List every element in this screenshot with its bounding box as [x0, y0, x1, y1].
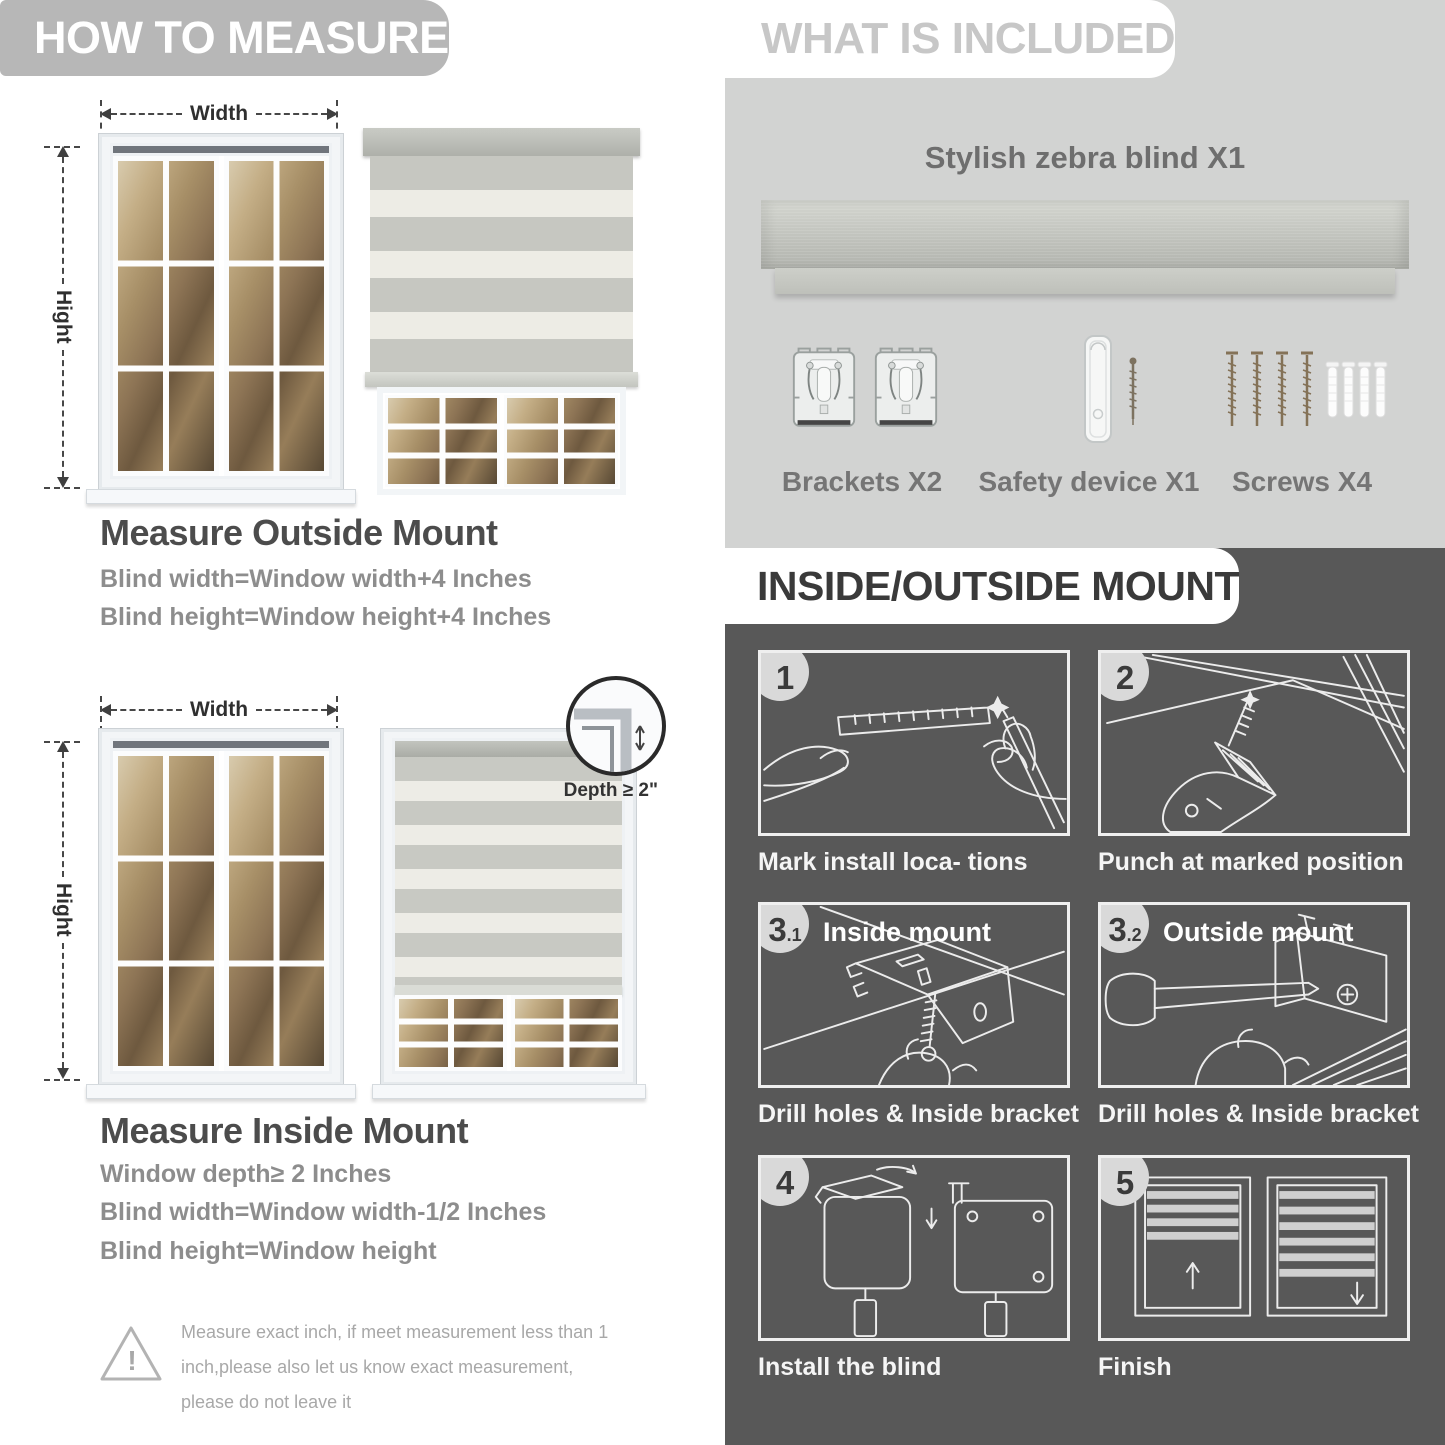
- step-3-1-panel: [758, 902, 1070, 1088]
- dashed-line: [111, 113, 182, 115]
- tick-line: [44, 1079, 80, 1081]
- step-2-panel: [1098, 650, 1410, 836]
- tick-line: [44, 487, 80, 489]
- step-number: 5: [1115, 1163, 1135, 1201]
- window-sash: [504, 395, 619, 487]
- how-to-measure-header: HOW TO MEASURE: [0, 0, 449, 76]
- step-3-2-cell: [1098, 902, 1419, 1129]
- step-5-panel: [1098, 1155, 1410, 1341]
- inside-outside-mount-header: INSIDE/OUTSIDE MOUNT: [725, 548, 1239, 624]
- frame-corner-icon: [570, 680, 662, 772]
- step-1-panel: [758, 650, 1070, 836]
- mount-steps-section: [725, 548, 1445, 1445]
- window-sash: [511, 995, 623, 1071]
- zebra-blind-headrail: [761, 200, 1409, 268]
- window-inner: [110, 738, 332, 1074]
- height-dimension-inside: [52, 741, 74, 1079]
- step-number: 2: [1115, 658, 1135, 696]
- dashed-line: [256, 709, 327, 711]
- step-3-2-caption: Drill holes & Inside bracket: [1098, 1100, 1419, 1128]
- screws-image: [1220, 346, 1390, 440]
- screws-label: Screws X4: [1231, 466, 1373, 497]
- window-inner: [110, 143, 332, 479]
- width-dimension-inside: [100, 700, 338, 720]
- step-4-cell: [758, 1155, 1070, 1382]
- dropline: [336, 696, 338, 732]
- window-track: [113, 741, 329, 748]
- width-label: Width: [189, 698, 249, 721]
- step-3-1-caption: Drill holes & Inside bracket: [758, 1100, 1079, 1128]
- window-sash: [113, 156, 219, 476]
- step-3-1-cell: [758, 902, 1079, 1129]
- dropline: [100, 696, 102, 732]
- dashed-line: [62, 350, 64, 477]
- height-label: Hight: [52, 290, 75, 344]
- tick-line: [44, 146, 80, 148]
- dashed-line: [256, 113, 327, 115]
- zebra-blind-outside-figure: [363, 128, 640, 495]
- dashed-line: [62, 752, 64, 877]
- step-5-caption: Finish: [1098, 1353, 1172, 1381]
- width-label: Width: [189, 102, 249, 125]
- dashed-line: [111, 709, 182, 711]
- step-3-1-label: Inside mount: [823, 917, 991, 947]
- bracket-icon: [791, 342, 857, 438]
- step-5-cell: [1098, 1155, 1410, 1382]
- step-number: 1: [775, 658, 795, 696]
- step-1-caption: Mark install loca- tions: [758, 848, 1028, 876]
- blind-bottom-rail: [395, 985, 622, 995]
- brackets-image: [791, 342, 939, 438]
- safety-device-label: Safety device X1: [978, 466, 1200, 497]
- inside-mount-rule-height: Blind height=Window height: [100, 1237, 437, 1265]
- step-2-cell: [1098, 650, 1410, 877]
- outside-mount-rule-height: Blind height=Window height+4 Inches: [100, 603, 552, 631]
- window-sill: [372, 1084, 646, 1099]
- width-dimension-outside: [100, 104, 338, 124]
- window-sash: [113, 751, 219, 1071]
- window-photo-outside: [98, 133, 344, 491]
- blind-cassette: [363, 128, 640, 156]
- step-4-panel: [758, 1155, 1070, 1341]
- window-sash: [224, 751, 330, 1071]
- blind-bottom-rail: [365, 372, 638, 387]
- outside-mount-title: Measure Outside Mount: [100, 512, 498, 553]
- step-number: 4: [775, 1163, 795, 1201]
- height-dimension-outside: [52, 146, 74, 488]
- step-subnumber: .1: [786, 925, 802, 945]
- blind-stripes: [370, 156, 633, 372]
- step-2-caption: Punch at marked position: [1098, 848, 1404, 876]
- dashed-line: [62, 943, 64, 1068]
- step-3-2-label: Outside mount: [1163, 917, 1354, 947]
- window-track: [113, 146, 329, 153]
- blind-item-label: Stylish zebra blind X1: [924, 140, 1246, 175]
- window-sill: [86, 489, 356, 504]
- bracket-icon: [873, 342, 939, 438]
- safety-device-image: [1055, 334, 1165, 448]
- window-sashes: [395, 995, 622, 1071]
- window-below-blind: [377, 387, 626, 495]
- brackets-label: Brackets X2: [781, 466, 943, 497]
- what-is-included-section: [725, 0, 1445, 548]
- inside-mount-rule-width: Blind width=Window width-1/2 Inches: [100, 1198, 547, 1226]
- step-subnumber: .2: [1126, 925, 1142, 945]
- tick-line: [44, 741, 80, 743]
- step-4-caption: Install the blind: [758, 1353, 942, 1381]
- outside-mount-rule-width: Blind width=Window width+4 Inches: [100, 565, 532, 593]
- dashed-line: [62, 157, 64, 284]
- step-number: 3: [768, 910, 787, 948]
- zebra-blind-headrail-lip: [775, 268, 1395, 294]
- inside-mount-title: Measure Inside Mount: [100, 1110, 469, 1151]
- window-sash: [385, 395, 500, 487]
- depth-callout-circle: [566, 676, 666, 776]
- step-3-2-panel: [1098, 902, 1410, 1088]
- window-photo-inside: [98, 728, 344, 1086]
- depth-label: Depth ≥ 2": [563, 780, 658, 801]
- arrow-down-icon: [57, 1068, 69, 1079]
- inside-mount-rule-depth: Window depth≥ 2 Inches: [100, 1160, 392, 1188]
- window-sashes: [113, 156, 329, 476]
- warning-exclamation: !: [127, 1345, 137, 1376]
- warning-text: Measure exact inch, if meet measurement less than 1 inch,please also let us know exact measurement, please do not leave it: [181, 1322, 609, 1412]
- what-is-included-header: WHAT IS INCLUDED: [725, 0, 1175, 78]
- height-label: Hight: [52, 883, 75, 937]
- window-sash: [395, 995, 507, 1071]
- window-sash: [224, 156, 330, 476]
- window-sashes: [113, 751, 329, 1071]
- window-sill: [86, 1084, 356, 1099]
- step-1-cell: [758, 650, 1070, 877]
- step-number: 3: [1108, 910, 1127, 948]
